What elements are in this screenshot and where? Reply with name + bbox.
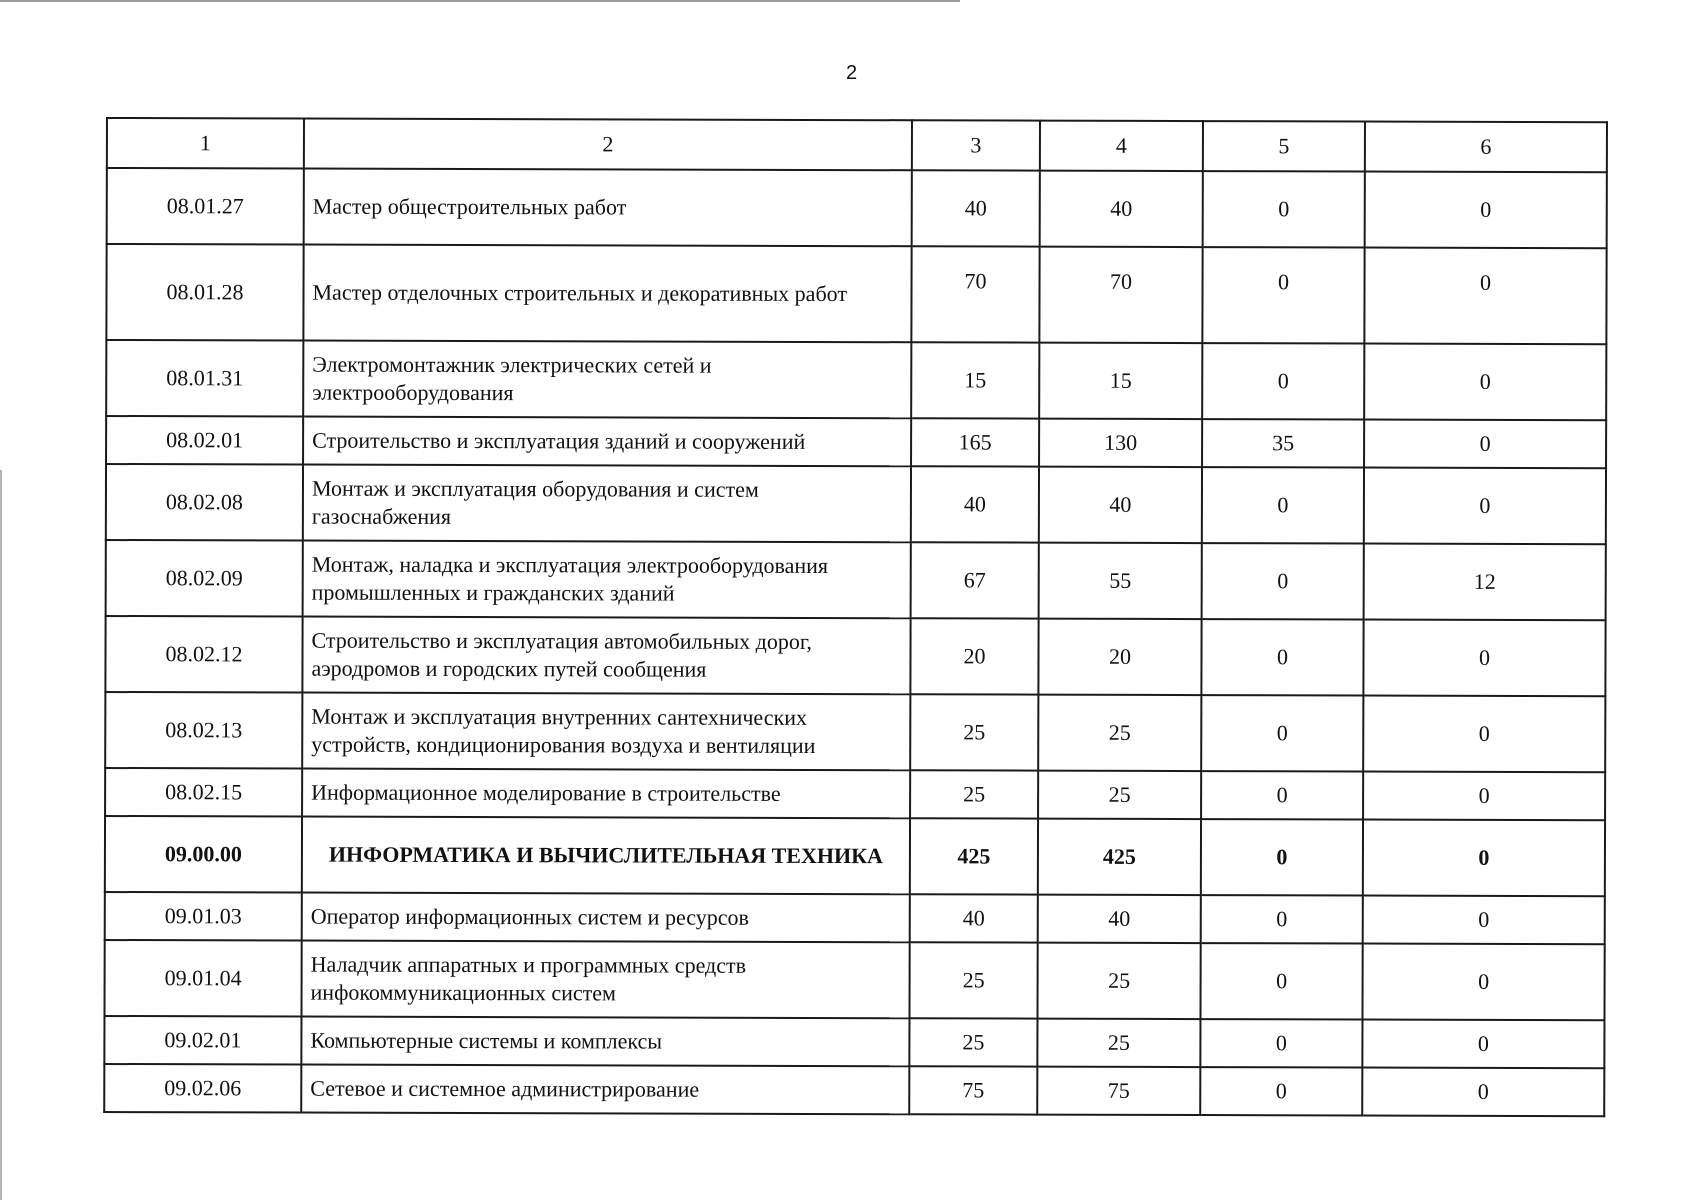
row-col-5: 0 [1202,343,1364,419]
row-name: Мастер отделочных строительных и декоративных работ [303,245,911,343]
header-col-4: 4 [1040,121,1203,171]
table-header-row [107,118,1607,172]
row-col-3: 25 [910,694,1038,770]
row-col-6: 0 [1362,944,1604,1021]
row-col-5: 0 [1201,771,1363,819]
row-name: Компьютерные системы и комплексы [301,1017,909,1067]
row-col-3: 40 [912,170,1040,246]
row-col-3: 67 [911,542,1039,618]
table-row [106,464,1606,544]
row-col-6: 0 [1364,344,1606,421]
header-col-2: 2 [304,119,912,171]
header-col-6: 6 [1365,122,1607,173]
row-name: Монтаж и эксплуатация внутренних сантехнических устройств, кондиционирования воздуха и вентиляции [302,693,910,771]
row-col-4: 40 [1039,467,1202,543]
row-col-4: 25 [1038,695,1201,771]
row-col-5: 0 [1202,543,1364,619]
row-col-3: 25 [910,770,1038,818]
group-col-5: 0 [1201,819,1363,895]
group-code: 09.00.00 [105,816,302,893]
header-col-3: 3 [912,120,1040,170]
row-name: Информационное моделирование в строительстве [302,769,910,819]
row-col-6: 0 [1364,248,1606,345]
row-name: Строительство и эксплуатация зданий и сооружений [303,417,911,467]
row-col-3: 40 [911,466,1039,542]
row-col-5: 35 [1202,419,1364,467]
table-row [106,540,1606,620]
table-row [107,168,1607,248]
row-code: 08.02.13 [105,692,302,769]
row-name: Оператор информационных систем и ресурсов [302,893,910,943]
row-col-6: 0 [1365,172,1607,249]
row-col-5: 0 [1203,171,1365,247]
row-col-5: 0 [1200,943,1362,1019]
specialties-table [103,117,1608,1117]
row-col-4: 40 [1038,895,1201,943]
row-col-5: 0 [1201,695,1363,771]
table-row [104,940,1604,1020]
scan-edge-top [0,0,960,2]
row-col-4: 20 [1038,619,1201,695]
row-col-5: 0 [1202,467,1364,543]
row-col-5: 0 [1200,1067,1362,1115]
row-name: Электромонтажник электрических сетей и электрооборудования [303,341,911,419]
row-col-4: 25 [1037,943,1200,1019]
row-col-3: 15 [911,342,1039,418]
row-col-5: 0 [1200,1019,1362,1067]
row-col-4: 75 [1037,1067,1200,1115]
page-number: 2 [845,62,858,84]
table-row [106,416,1606,468]
row-col-6: 0 [1362,1020,1604,1069]
table-row [105,768,1605,820]
row-code: 08.02.09 [106,540,303,617]
table-row [105,616,1605,696]
row-code: 08.01.31 [106,340,303,417]
table-row [105,892,1605,944]
row-col-6: 0 [1364,468,1606,545]
row-name: Мастер общестроительных работ [304,169,912,247]
row-col-4: 40 [1040,171,1203,247]
row-name: Сетевое и системное администрирование [301,1065,909,1115]
row-col-4: 15 [1039,343,1202,419]
row-col-4: 25 [1037,1019,1200,1067]
row-col-5: 0 [1201,895,1363,943]
row-col-5: 0 [1201,619,1363,695]
row-code: 08.02.15 [105,768,302,817]
row-code: 08.02.01 [106,416,303,465]
table-row [104,1016,1604,1068]
group-name: ИНФОРМАТИКА И ВЫЧИСЛИТЕЛЬНАЯ ТЕХНИКА [302,817,910,895]
row-code: 08.01.28 [106,244,303,341]
scan-edge-left [0,470,2,1200]
table-row [106,340,1606,420]
row-col-6: 12 [1364,544,1606,621]
row-name: Монтаж и эксплуатация оборудования и систем газоснабжения [303,465,911,543]
row-col-6: 0 [1362,1068,1604,1117]
row-col-6: 0 [1363,620,1605,697]
table-row [105,692,1605,772]
row-code: 08.01.27 [107,168,304,245]
header-col-5: 5 [1203,121,1365,171]
row-name: Наладчик аппаратных и программных средств инфокоммуникационных систем [301,941,909,1019]
row-col-6: 0 [1363,772,1605,821]
row-col-6: 0 [1363,696,1605,773]
group-col-3: 425 [910,818,1038,894]
row-code: 09.01.04 [104,940,301,1017]
row-name: Строительство и эксплуатация автомобильных дорог, аэродромов и городских путей сообщения [302,617,910,695]
row-col-3: 165 [911,418,1039,466]
row-col-4: 25 [1038,771,1201,819]
row-name: Монтаж, наладка и эксплуатация электрооборудования промышленных и гражданских зданий [303,541,911,619]
row-col-6: 0 [1363,896,1605,945]
table-row [106,244,1606,344]
row-col-5: 0 [1202,247,1364,343]
row-col-4: 130 [1039,419,1202,467]
row-col-3: 20 [910,618,1038,694]
header-col-1: 1 [107,118,304,169]
row-col-3: 40 [910,894,1038,942]
row-col-3: 25 [909,942,1037,1018]
row-col-3: 25 [909,1018,1037,1066]
row-code: 09.02.01 [104,1016,301,1065]
table-row [104,1064,1604,1116]
row-col-3: 70 [911,246,1039,342]
group-col-6: 0 [1363,820,1605,897]
group-col-4: 425 [1038,819,1201,895]
row-code: 09.01.03 [105,892,302,941]
row-col-4: 55 [1039,543,1202,619]
row-col-6: 0 [1364,420,1606,469]
row-code: 08.02.12 [105,616,302,693]
row-code: 08.02.08 [106,464,303,541]
table-row-group-heading [105,816,1605,896]
row-col-4: 70 [1039,247,1202,343]
row-col-3: 75 [909,1066,1037,1114]
row-code: 09.02.06 [104,1064,301,1113]
